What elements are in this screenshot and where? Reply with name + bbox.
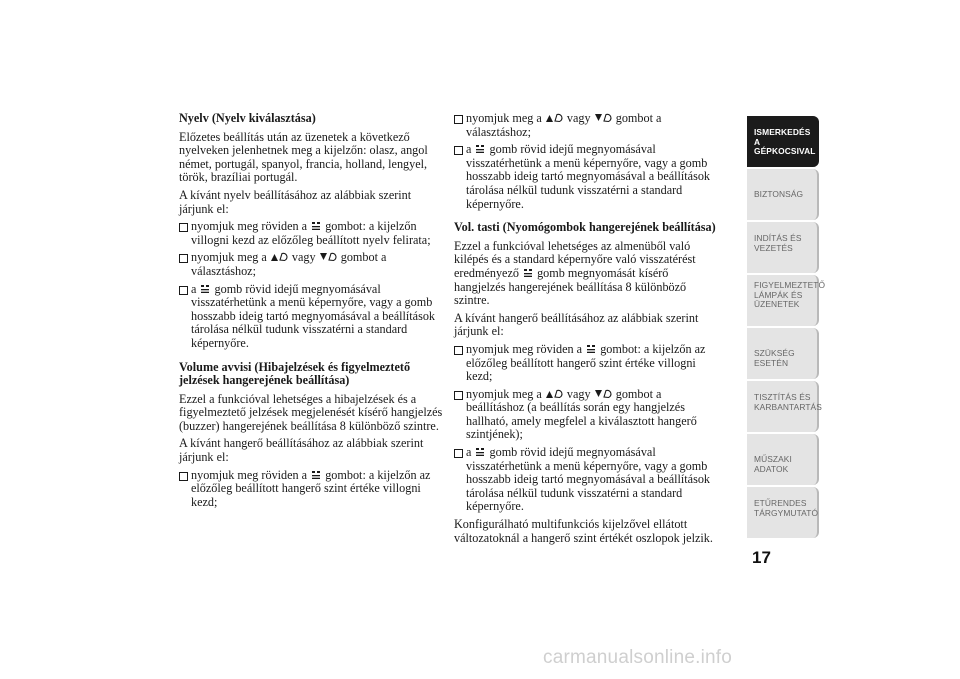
menu-button-icon bbox=[523, 268, 533, 278]
bullet-item: nyomjuk meg röviden a gombot: a kijelzőn villogni kezd az előzőleg beállított nyelv felirata; bbox=[179, 220, 447, 247]
paragraph: Előzetes beállítás után az üzenetek a következő nyelveken jelenhetnek meg a kijelzőn: olasz, angol német, portugál, spanyol, francia, holland, lengyel, török, brazíliai portugál. bbox=[179, 129, 428, 185]
tab-emergency[interactable]: SZÜKSÉG ESETÉN bbox=[747, 328, 819, 379]
bullet-item: nyomjuk meg a vagy gombot a beállításhoz (a beállítás során egy hangjelzés hallható, amely megfelel a kiválasztott hangerő szintjének); bbox=[454, 388, 722, 442]
bullet-item: nyomjuk meg a vagy gombot a választáshoz; bbox=[179, 251, 447, 278]
tab-starting-driving[interactable]: INDÍTÁS ÉS VEZETÉS bbox=[747, 222, 819, 273]
up-button-icon bbox=[546, 112, 563, 123]
left-column bbox=[179, 112, 447, 513]
bullet-box-icon bbox=[454, 391, 463, 400]
menu-button-icon bbox=[586, 344, 596, 354]
bullet-item: nyomjuk meg a vagy gombot a választáshoz; bbox=[454, 112, 722, 139]
heading-volume-warnings: Volume avvisi (Hibajelzések és figyelmeztető jelzések hangerejének beállítása) bbox=[179, 359, 411, 388]
heading-language: Nyelv (Nyelv kiválasztása) bbox=[179, 111, 316, 125]
menu-button-icon bbox=[200, 284, 210, 294]
bullet-box-icon bbox=[454, 146, 463, 155]
up-button-icon bbox=[271, 251, 288, 262]
bullet-item: nyomjuk meg röviden a gombot: a kijelzőn az előzőleg beállított hangerő szint értéke villogni kezd; bbox=[179, 469, 447, 510]
down-button-icon bbox=[595, 388, 612, 399]
paragraph: A kívánt nyelv beállításához az alábbiak szerint járjunk el: bbox=[179, 187, 412, 216]
tab-safety[interactable]: BIZTONSÁG bbox=[747, 169, 819, 220]
right-column bbox=[454, 112, 722, 549]
bullet-box-icon bbox=[454, 449, 463, 458]
bullet-item: a gomb rövid idejű megnyomásával visszatérhetünk a menü képernyőre, vagy a gomb hosszabb ideig tartó megnyomásával a beállítások tárolása nélkül tudunk visszatérni a standard képernyőre. bbox=[454, 446, 722, 514]
paragraph: A kívánt hangerő beállításához az alábbiak szerint járjunk el: bbox=[179, 436, 424, 465]
paragraph: Ezzel a funkcióval lehetséges a hibajelzések és a figyelmeztető jelzések megjelenését kísérő hangjelzés (buzzer) hangerejének beállítása 8 különböző szintre. bbox=[179, 391, 443, 433]
paragraph: Konfigurálható multifunkciós kijelzővel ellátott változatoknál a hangerő szint értékét oszlopok jelzik. bbox=[454, 517, 713, 545]
bullet-box-icon bbox=[454, 346, 463, 355]
tab-technical-data[interactable]: MŰSZAKI ADATOK bbox=[747, 434, 819, 485]
bullet-box-icon bbox=[179, 286, 188, 295]
menu-button-icon bbox=[475, 144, 485, 154]
bullet-box-icon bbox=[179, 223, 188, 232]
heading-key-volume: Vol. tasti (Nyomógombok hangerejének beállítása) bbox=[454, 220, 716, 235]
tab-maintenance[interactable]: TISZTÍTÁS ÉS KARBANTARTÁS bbox=[747, 381, 819, 432]
paragraph: Ezzel a funkcióval lehetséges az almenüből való kilépés és a standard képernyőre való visszatérést eredményező gomb megnyomását kísérő hangjelzés hangerejének beállítása 8 különböző szintre. bbox=[454, 238, 696, 308]
chapter-tabs bbox=[747, 116, 826, 540]
tab-warning-lights[interactable]: FIGYELMEZTETŐ LÁMPÁK ÉS ÜZENETEK bbox=[747, 275, 819, 326]
tab-index[interactable]: ETŰRENDES TÁRGYMUTATÓ bbox=[747, 487, 819, 538]
down-button-icon bbox=[320, 251, 337, 262]
watermark: carmanualsonline.info bbox=[543, 647, 733, 668]
up-button-icon bbox=[546, 388, 563, 399]
page-number: 17 bbox=[752, 548, 771, 567]
tab-getting-to-know[interactable]: ISMERKEDÉS A GÉPKOCSIVAL bbox=[747, 116, 819, 167]
bullet-item: nyomjuk meg röviden a gombot: a kijelzőn az előzőleg beállított hangerő szint értéke villogni kezd; bbox=[454, 343, 722, 384]
menu-button-icon bbox=[475, 447, 485, 457]
down-button-icon bbox=[595, 112, 612, 123]
bullet-box-icon bbox=[179, 472, 188, 481]
bullet-item: a gomb rövid idejű megnyomásával visszatérhetünk a menü képernyőre, vagy a gomb hosszabb ideig tartó megnyomásával a beállítások tárolása nélkül tudunk visszatérni a standard képernyőre. bbox=[454, 143, 722, 211]
bullet-box-icon bbox=[454, 115, 463, 124]
menu-button-icon bbox=[311, 221, 321, 231]
bullet-item: a gomb rövid idejű megnyomásával visszatérhetünk a menü képernyőre, vagy a gomb hosszabb ideig tartó megnyomásával a beállítások tárolása nélkül tudunk visszatérni a standard képernyőre. bbox=[179, 283, 447, 351]
paragraph: A kívánt hangerő beállításához az alábbiak szerint járjunk el: bbox=[454, 310, 699, 339]
menu-button-icon bbox=[311, 470, 321, 480]
bullet-box-icon bbox=[179, 254, 188, 263]
